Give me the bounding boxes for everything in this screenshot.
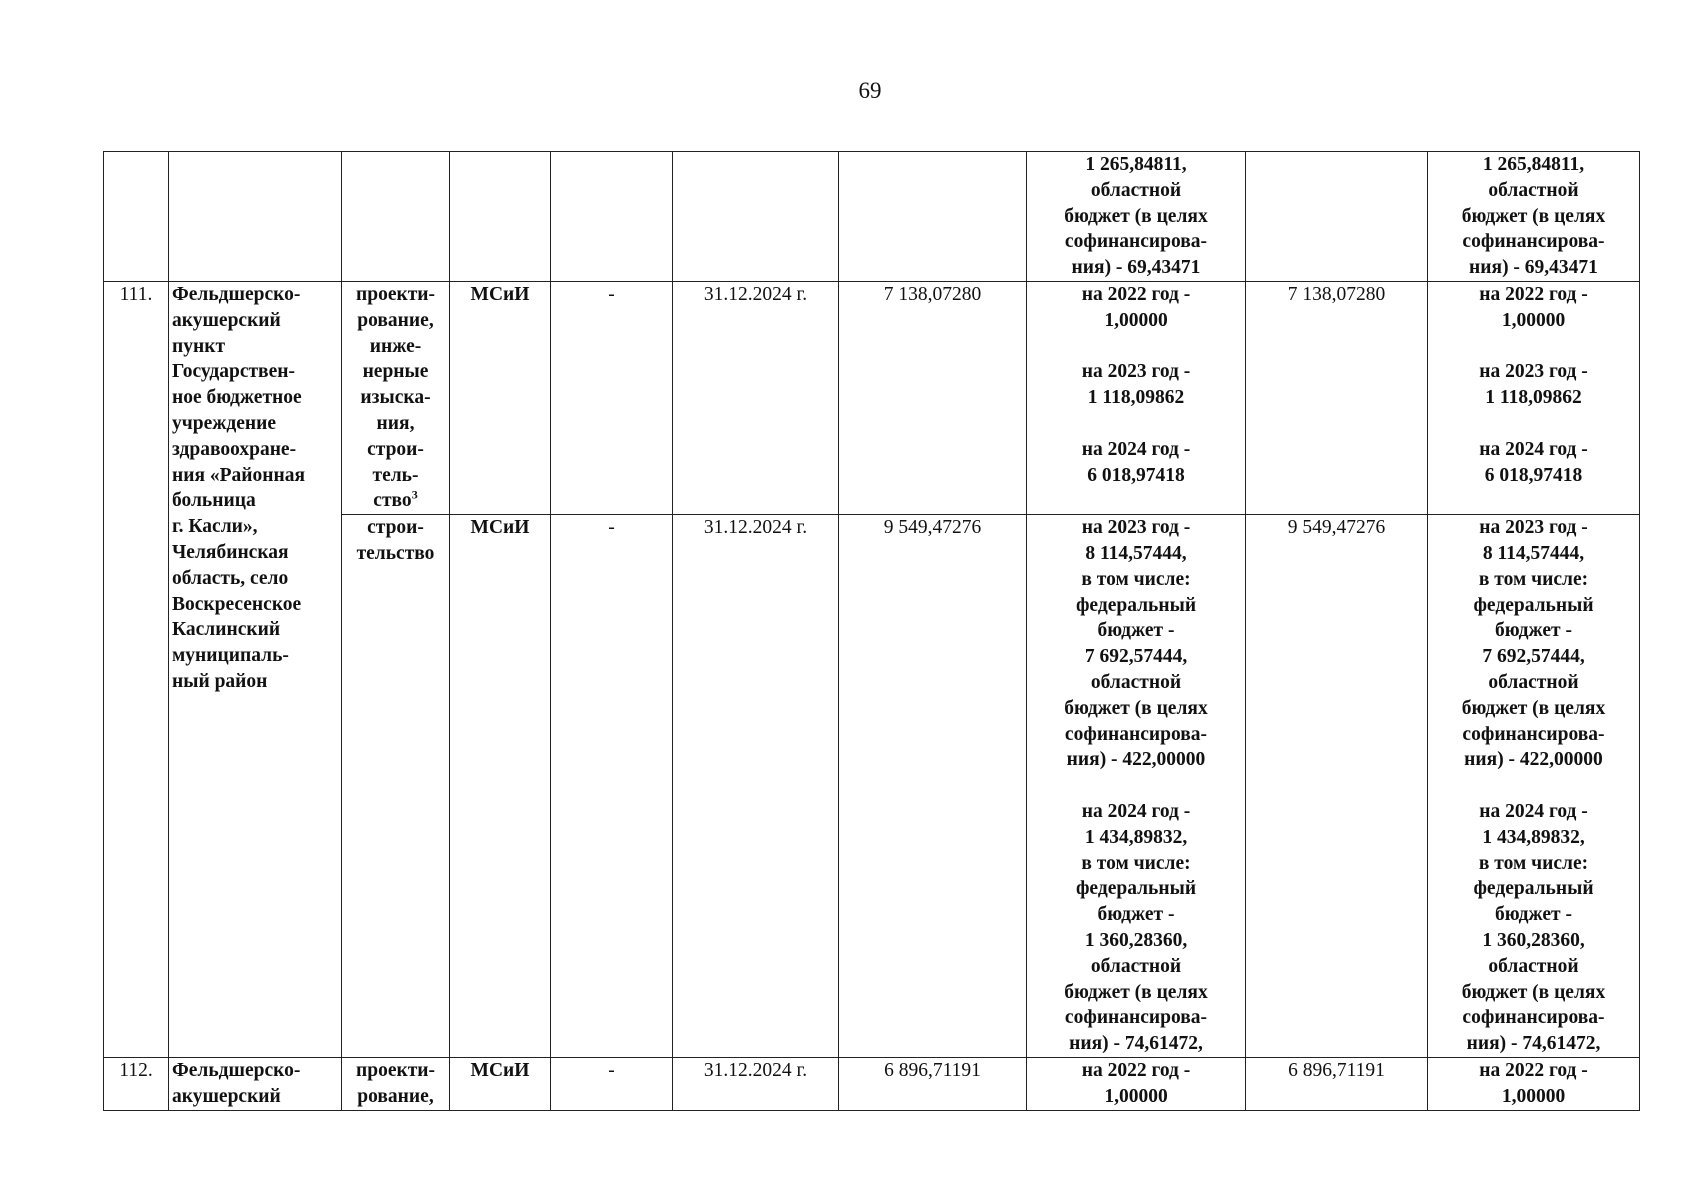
funding-schedule-2: на 2022 год - 1,00000 на 2023 год - 1 118,09862 на 2024 год - 6 018,97418 bbox=[1428, 281, 1640, 514]
executor: МСиИ bbox=[450, 1057, 551, 1110]
dash: - bbox=[551, 515, 673, 1058]
cost-2: 9 549,47276 bbox=[1246, 515, 1428, 1058]
dash: - bbox=[551, 1057, 673, 1110]
page-number: 69 bbox=[858, 78, 882, 103]
cost: 6 896,71191 bbox=[839, 1057, 1027, 1110]
table-cell bbox=[342, 152, 450, 282]
dash: - bbox=[551, 281, 673, 514]
cost: 7 138,07280 bbox=[839, 281, 1027, 514]
footnote-mark: 3 bbox=[411, 487, 418, 502]
row-number: 112. bbox=[104, 1057, 169, 1110]
table-cell bbox=[104, 152, 169, 282]
object-name: Фельдшерско- акушерский bbox=[169, 1057, 342, 1110]
table-cell bbox=[839, 152, 1027, 282]
table-cell bbox=[673, 152, 839, 282]
funding-cell: 1 265,84811, областной бюджет (в целях софинансирова- ния) - 69,43471 bbox=[1027, 152, 1246, 282]
cost: 9 549,47276 bbox=[839, 515, 1027, 1058]
document-table bbox=[103, 151, 1640, 1111]
cost-2: 6 896,71191 bbox=[1246, 1057, 1428, 1110]
table-cell bbox=[169, 152, 342, 282]
table-cell bbox=[551, 152, 673, 282]
funding-schedule: на 2023 год - 8 114,57444, в том числе: федеральный бюджет - 7 692,57444, областной бюджет (в целях софинансирова- ния) - 422,00000 на 2024 год - 1 434,89832, в том числе: федеральный бюджет - 1 360,28360, областной бюджет (в целях софинансирова- ния) - 74,61472, bbox=[1027, 515, 1246, 1058]
executor: МСиИ bbox=[450, 515, 551, 1058]
deadline: 31.12.2024 г. bbox=[673, 515, 839, 1058]
table-row-111-stage-a bbox=[104, 281, 1640, 514]
table-cell bbox=[450, 152, 551, 282]
cost-2: 7 138,07280 bbox=[1246, 281, 1428, 514]
table-row-112 bbox=[104, 1057, 1640, 1110]
table-cell bbox=[1246, 152, 1428, 282]
executor: МСиИ bbox=[450, 281, 551, 514]
table-row-continuation bbox=[104, 152, 1640, 282]
funding-schedule: на 2022 год - 1,00000 на 2023 год - 1 118,09862 на 2024 год - 6 018,97418 bbox=[1027, 281, 1246, 514]
work-type: проекти- рование, bbox=[342, 1057, 450, 1110]
deadline: 31.12.2024 г. bbox=[673, 1057, 839, 1110]
funding-schedule-2: на 2023 год - 8 114,57444, в том числе: федеральный бюджет - 7 692,57444, областной бюджет (в целях софинансирова- ния) - 422,00000 на 2024 год - 1 434,89832, в том числе: федеральный бюджет - 1 360,28360, областной бюджет (в целях софинансирова- ния) - 74,61472, bbox=[1428, 515, 1640, 1058]
work-type: строи- тельство bbox=[342, 515, 450, 1058]
work-type: проекти- рование, инже- нерные изыска- ния, строи- тель- ство bbox=[355, 283, 436, 512]
row-number: 111. bbox=[104, 281, 169, 1057]
object-name: Фельдшерско- акушерский пункт Государствен- ное бюджетное учреждение здравоохране- ния «Районная больница г. Касли», Челябинская область, село Воскресенское Каслинский муниципаль- ный район bbox=[169, 281, 342, 1057]
work-type-cell bbox=[342, 281, 450, 514]
funding-schedule: на 2022 год - 1,00000 bbox=[1027, 1057, 1246, 1110]
funding-schedule-2: на 2022 год - 1,00000 bbox=[1428, 1057, 1640, 1110]
funding-cell-2: 1 265,84811, областной бюджет (в целях софинансирова- ния) - 69,43471 bbox=[1428, 152, 1640, 282]
deadline: 31.12.2024 г. bbox=[673, 281, 839, 514]
